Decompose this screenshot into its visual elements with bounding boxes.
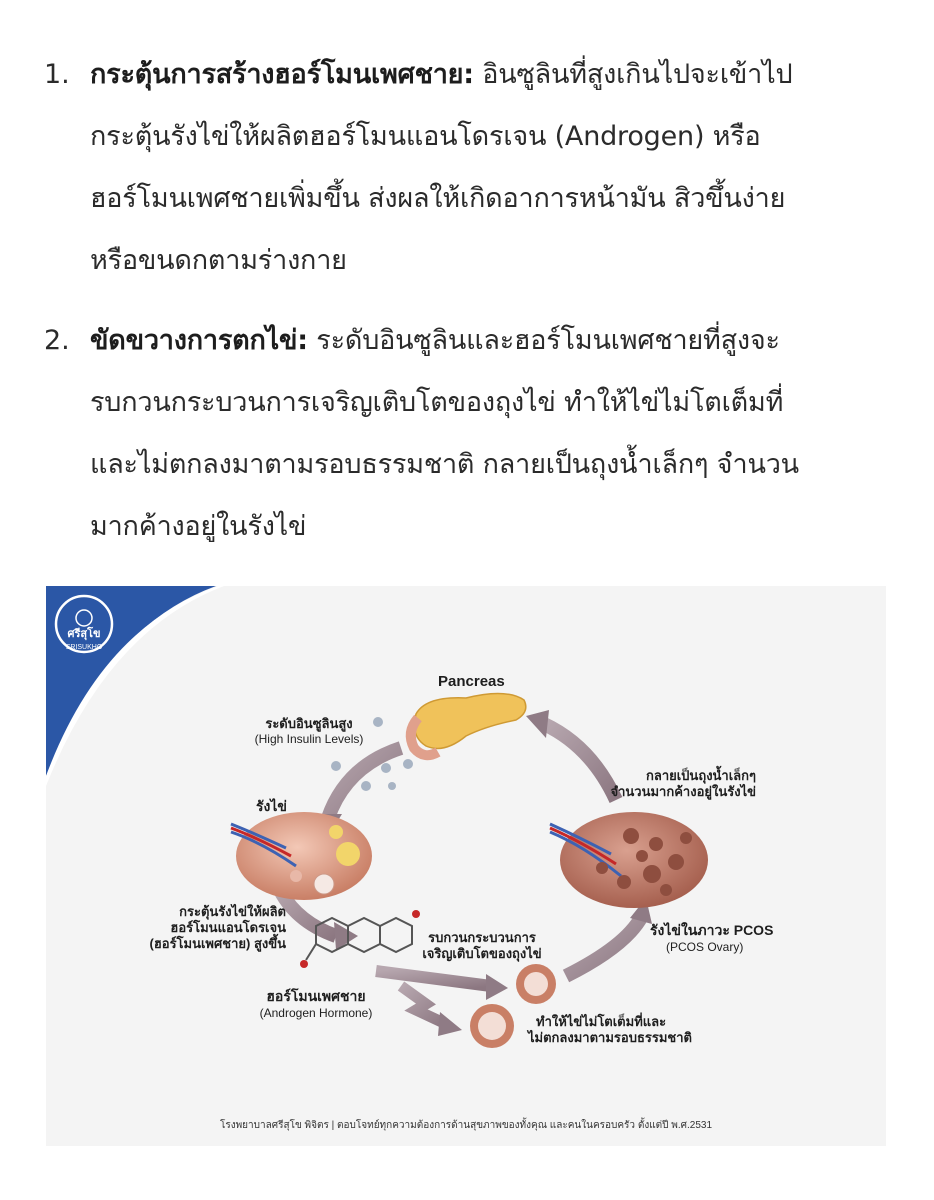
infographic-artwork [46,586,886,1146]
list-item-line: และไม่ตกลงมาตามรอบธรรมชาติ กลายเป็นถุงน้ำเล็กๆ จำนวน [90,449,799,480]
list-item-text [90,310,890,558]
list-item-line: ฮอร์โมนเพศชายเพิ่มขึ้น ส่งผลให้เกิดอาการหน้ามัน สิวขึ้นง่าย [90,183,786,214]
stimulate-label-3: (ฮอร์โมนเพศชาย) สูงขึ้น [149,936,286,951]
list-item-line: มากค้างอยู่ในรังไข่ [90,511,307,542]
list-item-line: ระดับอินซูลินและฮอร์โมนเพศชายที่สูงจะ [307,325,780,356]
disturb-label-2: เจริญเติบโตของถุงไข่ [422,946,542,961]
pcos-ovary-label-en: (PCOS Ovary) [666,940,744,954]
figure-footer: โรงพยาบาลศรีสุโข พิจิตร | ตอบโจทย์ทุกความต้องการด้านสุขภาพของทั้งคุณ และคนในครอบครัว ตั้งแต่ปี พ.ศ.2531 [219,1120,713,1131]
pcos-ovary-illustration [550,812,708,908]
androgen-label-en: (Androgen Hormone) [259,1006,373,1020]
insulin-label-en: (High Insulin Levels) [254,732,364,746]
corner-swoosh [46,586,224,786]
list-item-line: กระตุ้นรังไข่ให้ผลิตฮอร์โมนแอนโดรเจน (Androgen) หรือ [90,121,761,152]
insulin-label-th: ระดับอินซูลินสูง [265,716,353,731]
pcos-cyst-label-1: กลายเป็นถุงน้ำเล็กๆ [645,768,756,783]
pcos-cyst-label-2: จำนวนมากค้างอยู่ในรังไข่ [610,784,756,799]
pcos-infographic [46,586,886,1146]
disturb-label-1: รบกวนกระบวนการ [428,930,536,945]
list-item-line: หรือขนดกตามร่างกาย [90,245,347,276]
list-item-text [90,44,890,292]
ovary-label: รังไข่ [256,798,287,814]
androgen-label-th: ฮอร์โมนเพศชาย [266,988,366,1004]
list-item-title: กระตุ้นการสร้างฮอร์โมนเพศชาย: [90,59,474,90]
logo-subtext: SRISUKHO [65,644,103,651]
egg-label-1: ทำให้ไข่ไม่โตเต็มที่และ [536,1014,667,1029]
pancreas-illustration [411,693,526,755]
list-number: 1. [44,59,70,90]
list-item-title: ขัดขวางการตกไข่: [90,325,308,356]
stimulate-label-1: กระตุ้นรังไข่ให้ผลิต [179,904,286,919]
list-item-line: อินซูลินที่สูงเกินไปจะเข้าไป [473,59,793,90]
pancreas-label: Pancreas [438,673,505,690]
egg-label-2: ไม่ตกลงมาตามรอบธรรมชาติ [528,1030,692,1045]
list-item-line: รบกวนกระบวนการเจริญเติบโตของถุงไข่ ทำให้ไข่ไม่โตเต็มที่ [90,387,784,418]
stimulate-label-2: ฮอร์โมนแอนโดรเจน [170,920,286,935]
list-number: 2. [44,325,70,356]
logo-text: ศรีสุโข [67,628,101,640]
ovary-illustration [231,812,372,900]
pcos-ovary-label-th: รังไข่ในภาวะ PCOS [650,922,774,938]
